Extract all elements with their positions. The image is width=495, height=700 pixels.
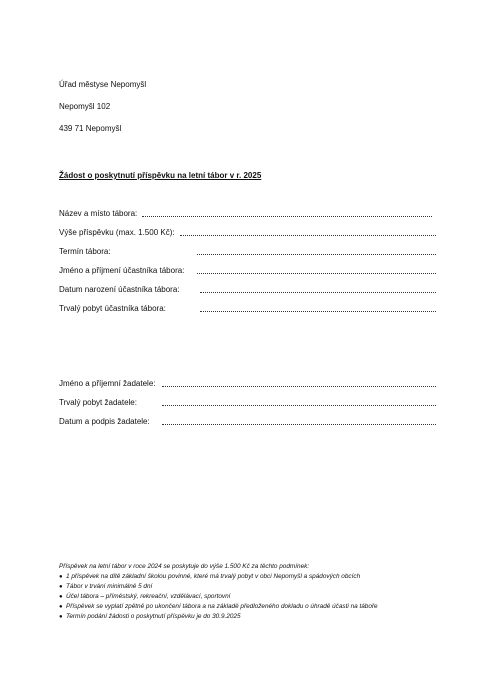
fill-line[interactable] bbox=[162, 424, 436, 425]
field-label: Jméno a příjmení účastníka tábora: bbox=[59, 266, 185, 275]
form-title: Žádost o poskytnutí příspěvku na letní tábor v r. 2025 bbox=[59, 171, 262, 180]
fill-line[interactable] bbox=[162, 386, 436, 387]
conditions-intro: Příspěvek na letní tábor v roce 2024 se poskytuje do výše 1.500 Kč za těchto podmínek: bbox=[59, 563, 310, 570]
list-item bbox=[59, 592, 479, 602]
fill-line[interactable] bbox=[200, 311, 436, 312]
fill-line[interactable] bbox=[142, 216, 432, 217]
field-label: Datum a podpis žadatele: bbox=[59, 417, 150, 426]
address-line-street: Nepomyšl 102 bbox=[59, 102, 111, 111]
field-label: Výše příspěvku (max. 1.500 Kč): bbox=[59, 228, 175, 237]
field-applicant-signature[interactable] bbox=[59, 416, 439, 427]
condition-text: Účel tábora – příměstský, rekreační, vzdělávací, sportovní bbox=[66, 593, 231, 600]
field-participant-residence[interactable] bbox=[59, 303, 439, 314]
condition-text: Příspěvek se vyplatí zpětně po ukončení tábora a na základě předloženého dokladu o úhradě účasti na táboře bbox=[66, 603, 378, 610]
field-participant-name[interactable] bbox=[59, 265, 439, 276]
bullet-icon: ● bbox=[59, 614, 63, 620]
bullet-icon: ● bbox=[59, 584, 63, 590]
list-item bbox=[59, 582, 479, 592]
fill-line[interactable] bbox=[162, 405, 436, 406]
bullet-icon: ● bbox=[59, 604, 63, 610]
field-camp-name[interactable] bbox=[59, 208, 439, 219]
fill-line[interactable] bbox=[197, 273, 436, 274]
bullet-icon: ● bbox=[59, 594, 63, 600]
field-contribution-amount[interactable] bbox=[59, 227, 439, 238]
field-label: Termín tábora: bbox=[59, 247, 111, 256]
list-item bbox=[59, 602, 479, 612]
fill-line[interactable] bbox=[197, 254, 436, 255]
field-applicant-residence[interactable] bbox=[59, 397, 439, 408]
field-applicant-name[interactable] bbox=[59, 378, 439, 389]
address-line-postcode: 439 71 Nepomyšl bbox=[59, 124, 122, 133]
condition-text: 1 příspěvek na dítě základní školou povinné, které má trvalý pobyt v obci Nepomyšl a spádových obcích bbox=[66, 573, 361, 580]
field-label: Jméno a příjemní žadatele: bbox=[59, 379, 156, 388]
field-label: Trvalý pobyt žadatele: bbox=[59, 398, 137, 407]
fill-line[interactable] bbox=[200, 292, 436, 293]
conditions-list bbox=[59, 572, 479, 622]
condition-text: Tábor v trvání minimálně 5 dní bbox=[66, 583, 153, 590]
field-label: Datum narození účastníka tábora: bbox=[59, 285, 180, 294]
field-participant-birthdate[interactable] bbox=[59, 284, 439, 295]
address-line-office: Úřad městyse Nepomyšl bbox=[59, 80, 147, 89]
list-item bbox=[59, 612, 479, 622]
field-label: Název a místo tábora: bbox=[59, 209, 138, 218]
conditions-notes bbox=[59, 562, 479, 622]
condition-text: Termín podání žádosti o poskytnutí příspěvku je do 30.9.2025 bbox=[66, 613, 241, 620]
fill-line[interactable] bbox=[180, 235, 436, 236]
field-camp-date[interactable] bbox=[59, 246, 439, 257]
field-label: Trvalý pobyt účastníka tábora: bbox=[59, 304, 166, 313]
bullet-icon: ● bbox=[59, 574, 63, 580]
list-item bbox=[59, 572, 479, 582]
